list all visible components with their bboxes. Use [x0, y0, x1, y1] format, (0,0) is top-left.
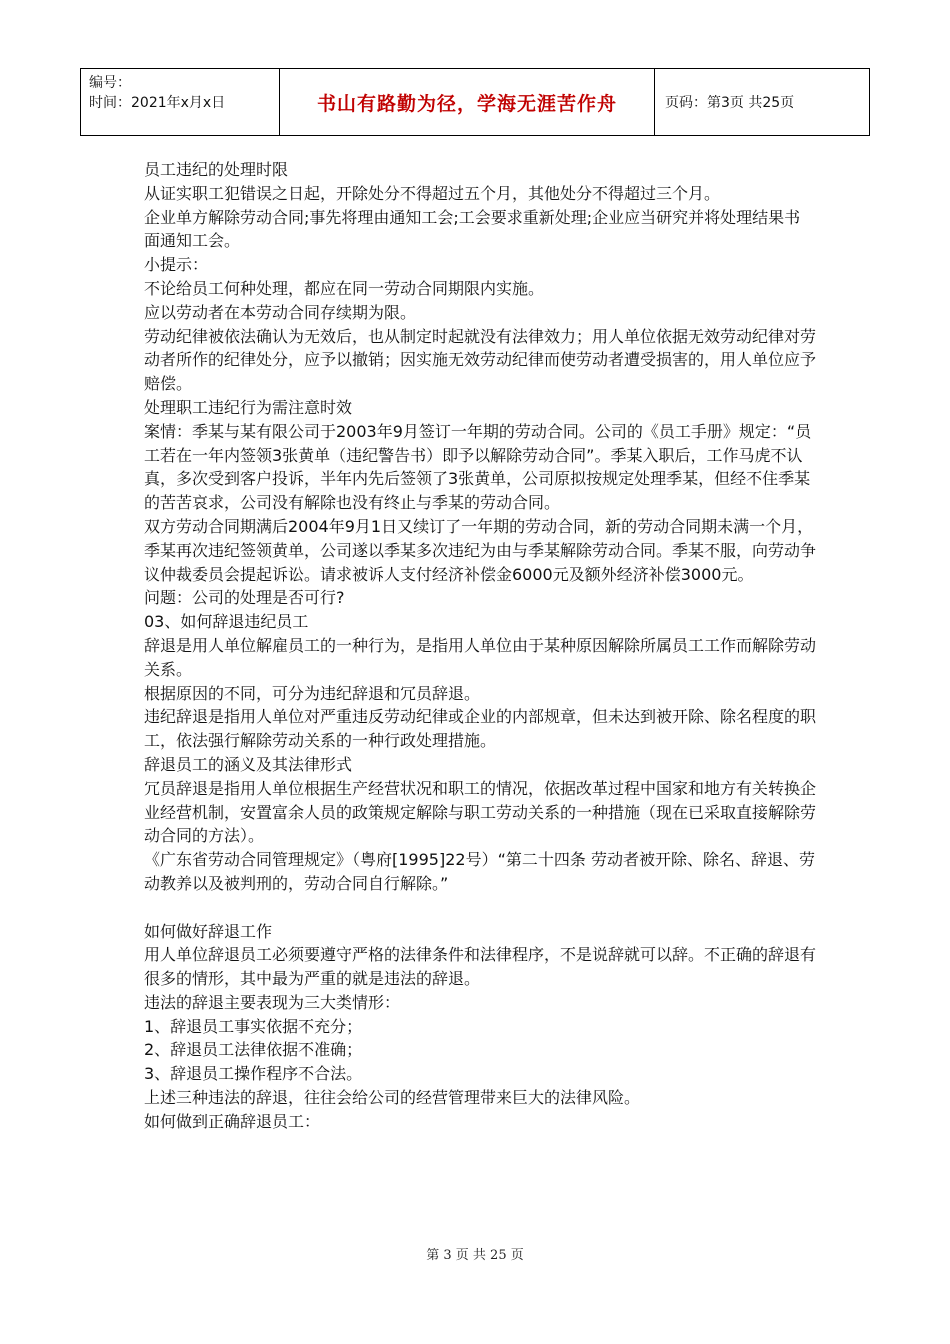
paragraph: 3、辞退员工操作程序不合法。 — [144, 1064, 363, 1084]
paragraph: 2、辞退员工法律依据不准确； — [144, 1040, 363, 1060]
paragraph — [144, 896, 816, 920]
paragraph: 案情：季某与某有限公司于2003年9月签订一年期的劳动合同。公司的《员工手册》规定：“员工若在一年内签领3张黄单（违纪警告书）即予以解除劳动合同”。季某入职后，工作马虎不认真，多次受到客户投诉，半年内先后签领了3张黄单，公司原拟按规定处理季某，但经不住季某的苦苦哀求，公司没有解除也没有终止与季某的劳动合同。 — [144, 421, 812, 513]
header-meta — [80, 69, 279, 135]
paragraph: 辞退是用人单位解雇员工的一种行为，是指用人单位由于某种原因解除所属员工工作而解除劳动关系。 — [144, 635, 817, 679]
paragraph: 企业单方解除劳动合同;事先将理由通知工会;工会要求重新处理;企业应当研究并将处理结果书面通知工会。 — [144, 207, 801, 251]
paragraph: 1、辞退员工事实依据不充分； — [144, 1016, 363, 1036]
document-body — [144, 158, 816, 1134]
paragraph: 冗员辞退是指用人单位根据生产经营状况和职工的情况，依据改革过程中国家和地方有关转换企业经营机制，安置富余人员的政策规定解除与职工劳动关系的一种措施（现在已采取直接解除劳动合同的方法）。 — [144, 778, 817, 846]
paragraph: 如何做到正确辞退员工： — [144, 1111, 321, 1131]
page-header — [80, 68, 870, 136]
paragraph: 辞退员工的涵义及其法律形式 — [144, 754, 353, 774]
paragraph: 《广东省劳动合同管理规定》（粤府[1995]22号）“第二十四条 劳动者被开除、除名、辞退、劳动教养以及被判刑的，劳动合同自行解除。” — [144, 850, 815, 893]
header-motto: 书山有路勤为径，学海无涯苦作舟 — [279, 69, 654, 135]
paragraph: 03、如何辞退违纪员工 — [144, 612, 309, 632]
paragraph: 不论给员工何种处理，都应在同一劳动合同期限内实施。 — [144, 278, 545, 298]
paragraph: 违纪辞退是指用人单位对严重违反劳动纪律或企业的内部规章，但未达到被开除、除名程度的职工，依法强行解除劳动关系的一种行政处理措施。 — [144, 707, 817, 751]
document-date: 时间：2021年x月x日 — [89, 95, 226, 111]
paragraph: 劳动纪律被依法确认为无效后，也从制定时起就没有法律效力；用人单位依据无效劳动纪律对劳动者所作的纪律处分，应予以撤销；因实施无效劳动纪律而使劳动者遭受损害的，用人单位应予赔偿。 — [144, 326, 817, 394]
paragraph: 如何做好辞退工作 — [144, 921, 273, 941]
paragraph: 违法的辞退主要表现为三大类情形： — [144, 992, 401, 1012]
paragraph: 上述三种违法的辞退，往往会给公司的经营管理带来巨大的法律风险。 — [144, 1088, 641, 1108]
paragraph: 问题：公司的处理是否可行? — [144, 588, 345, 608]
paragraph: 小提示： — [144, 255, 209, 275]
page-footer: 第 3 页 共 25 页 — [426, 1248, 524, 1263]
paragraph: 根据原因的不同，可分为违纪辞退和冗员辞退。 — [144, 683, 481, 703]
paragraph: 员工违纪的处理时限 — [144, 160, 289, 179]
header-page-info: 页码：第3页 共25页 — [654, 69, 869, 135]
paragraph: 处理职工违纪行为需注意时效 — [144, 397, 353, 417]
document-number-label: 编号： — [89, 75, 131, 91]
paragraph: 双方劳动合同期满后2004年9月1日又续订了一年期的劳动合同，新的劳动合同期未满一个月，季某再次违纪签领黄单，公司遂以季某多次违纪为由与季某解除劳动合同。季某不服，向劳动争议仲裁委员会提起诉讼。请求被诉人支付经济补偿金6000元及额外经济补偿3000元。 — [144, 516, 817, 584]
paragraph: 应以劳动者在本劳动合同存续期为限。 — [144, 302, 417, 322]
paragraph: 从证实职工犯错误之日起，开除处分不得超过五个月，其他处分不得超过三个月。 — [144, 183, 721, 203]
paragraph: 用人单位辞退员工必须要遵守严格的法律条件和法律程序，不是说辞就可以辞。不正确的辞退有很多的情形，其中最为严重的就是违法的辞退。 — [144, 945, 817, 989]
